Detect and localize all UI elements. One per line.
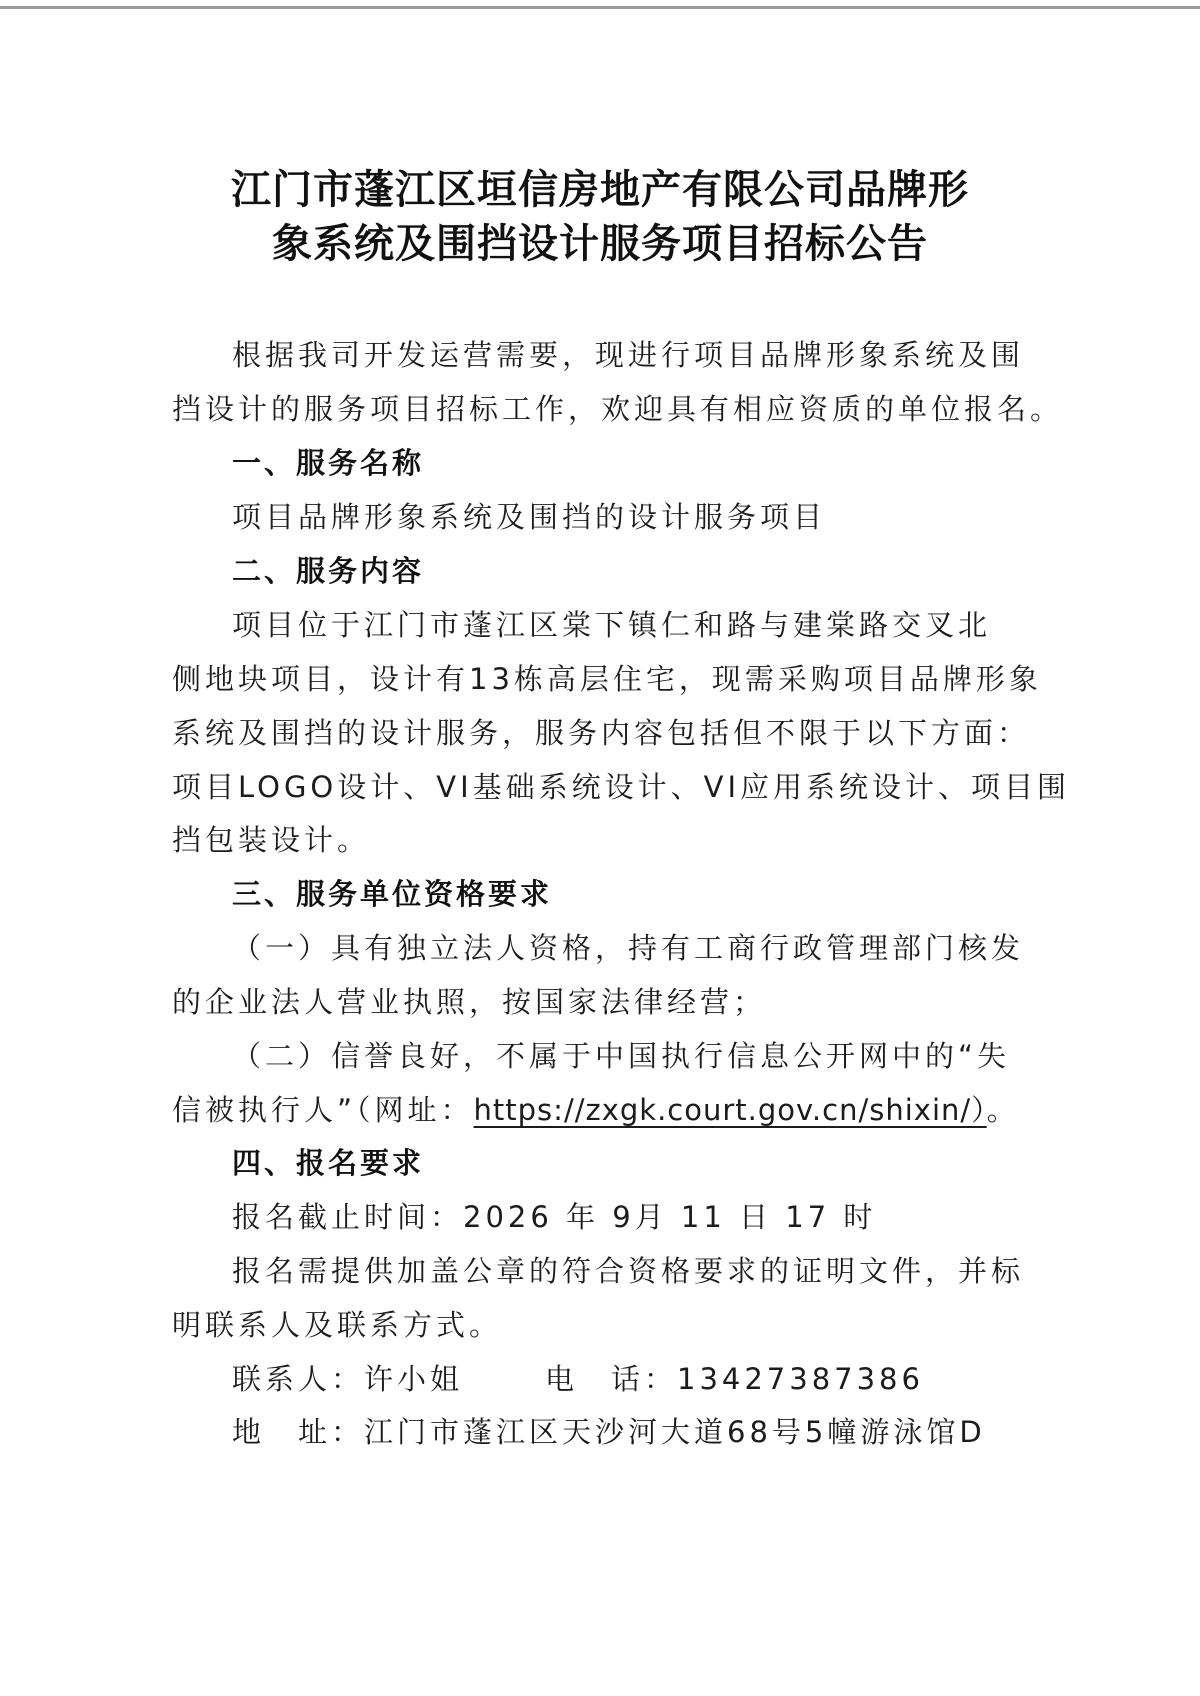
section-2-line-4: 项目LOGO设计、VI基础系统设计、VI应用系统设计、项目围	[172, 770, 1071, 804]
document-title-line-1: 江门市蓬江区垣信房地产有限公司品牌形	[231, 166, 969, 213]
contact-person: 联系人：许小姐	[232, 1362, 464, 1396]
required-docs-line-2: 明联系人及联系方式。	[172, 1308, 503, 1342]
section-3-item-1-line-2: 的企业法人营业执照，按国家法律经营；	[172, 985, 767, 1019]
section-3-item-2-line-1: （二）信誉良好，不属于中国执行信息公开网中的“失	[232, 1039, 1011, 1073]
section-2-line-1: 项目位于江门市蓬江区棠下镇仁和路与建棠路交叉北	[232, 608, 992, 642]
section-2-heading: 二、服务内容	[232, 554, 425, 588]
section-3-item-1-line-1: （一）具有独立法人资格，持有工商行政管理部门核发	[232, 931, 1025, 965]
section-2-line-3: 系统及围挡的设计服务，服务内容包括但不限于以下方面：	[172, 716, 1031, 750]
section-1-heading: 一、服务名称	[232, 446, 425, 480]
section-1-body: 项目品牌形象系统及围挡的设计服务项目	[232, 500, 827, 534]
section-2-line-2: 侧地块项目，设计有13栋高层住宅，现需采购项目品牌形象	[172, 662, 1042, 696]
section-3-item-2-line-2	[172, 1088, 1020, 1129]
scan-top-edge	[0, 6, 1200, 9]
contact-phone: 电 话：13427387386	[545, 1362, 924, 1396]
section-2-line-5: 挡包装设计。	[172, 823, 371, 857]
section-3-heading: 三、服务单位资格要求	[232, 877, 553, 911]
url-suffix-text: 。	[986, 1093, 1020, 1127]
document-title-line-2: 象系统及围挡设计服务项目招标公告	[272, 220, 928, 267]
url-prefix-text: 信被执行人”（网址：	[172, 1093, 474, 1127]
required-docs-line-1: 报名需提供加盖公章的符合资格要求的证明文件，并标	[232, 1254, 1025, 1288]
section-4-heading: 四、报名要求	[232, 1146, 425, 1180]
contact-address: 地 址：江门市蓬江区天沙河大道68号5幢游泳馆D	[232, 1415, 986, 1449]
intro-line-1: 根据我司开发运营需要，现进行项目品牌形象系统及围	[232, 338, 1025, 372]
court-website-link[interactable]: https://zxgk.court.gov.cn/shixin/）	[473, 1093, 987, 1127]
registration-deadline: 报名截止时间：2026 年 9月 11 日 17 时	[232, 1200, 877, 1234]
intro-line-2: 挡设计的服务项目招标工作，欢迎具有相应资质的单位报名。	[172, 392, 1064, 426]
